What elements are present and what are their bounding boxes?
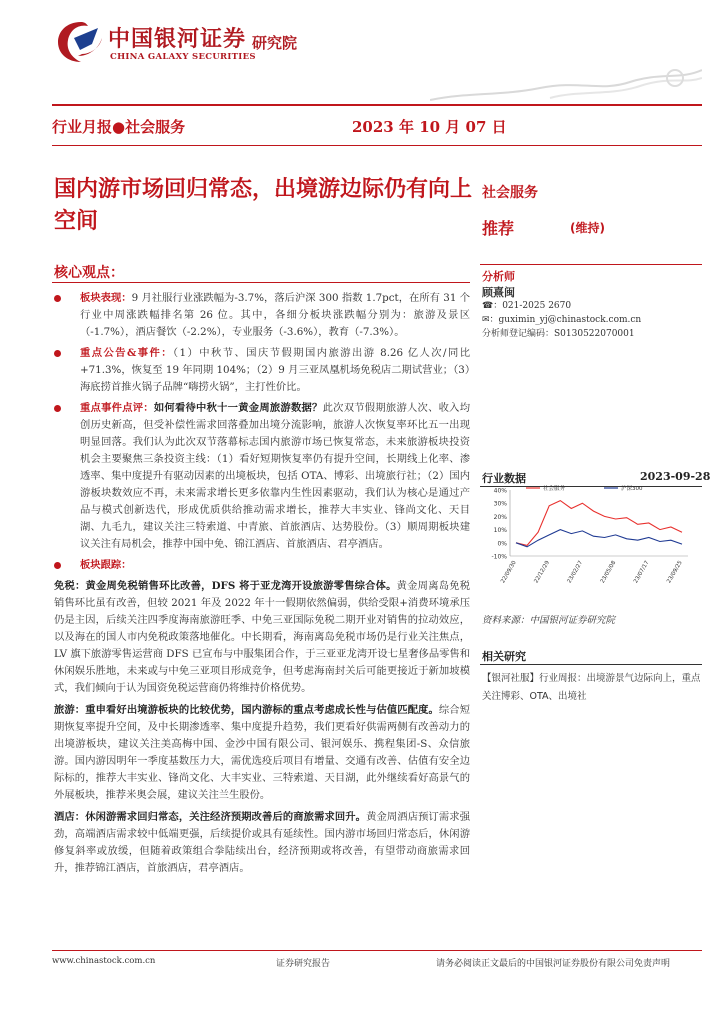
- analyst-cert: 分析师登记编码：S0130522070001: [482, 329, 635, 339]
- page-title: 国内游市场回归常态，出境游边际仍有向上空间: [54, 177, 473, 234]
- bullet-performance: [54, 290, 470, 341]
- x-tick-label: 22/09/30: [500, 560, 518, 585]
- bullet-label: 重点公告&事件：: [80, 347, 173, 359]
- core-heading: 核心观点：: [54, 265, 124, 281]
- sector-label: 社会服务: [482, 185, 538, 201]
- y-tick-label: 10%: [493, 527, 507, 535]
- y-tick-label: 30%: [493, 500, 507, 508]
- logo-english-name: CHINA GALAXY SECURITIES: [110, 52, 256, 62]
- analyst-rule: [480, 264, 702, 265]
- analyst-email[interactable]: ✉：guximin_yj@chinastock.com.cn: [482, 315, 642, 325]
- report-type: 行业月报●社会服务: [52, 118, 186, 136]
- y-tick-label: -10%: [491, 553, 507, 561]
- bullet-question: 如何看待中秋十一黄金周旅游数据？: [153, 402, 323, 414]
- header-rule: [52, 104, 702, 106]
- paragraph-text: 黄金周离岛免税销售环比虽有改善，但较 2021 年及 2022 年十一假期依然偏弱，供给受限+消费环境承压仍是主因，后续关注四季度海南旅游旺季、中免三亚国际免税二期开业对销售的拉动效应，以及海在的国人市内免税政策落地催化。中长期看，海南离岛免税市场仍是行业关注焦点，LV 旗下旅游零售运营商 DFS 已宣布与中服集团合作，于三亚亚龙湾开设七星奢侈品零售和休闲娱乐胜地，未来或与中免三亚项目形成竞争，但考虑海南封关后可能更接近于新加坡模式，我们倾向于认为国资免税运营商仍将维持价格优势。: [54, 580, 471, 694]
- x-tick-label: 22/12/29: [533, 560, 551, 585]
- paragraph-lead: 酒店：休闲游需求回归常态，关注经济预期改善后的商旅需求回升。: [54, 811, 367, 823]
- paragraph-hotel: [54, 809, 470, 877]
- paragraph-lead: 旅游：重申看好出境游板块的比较优势，国内游标的重点考虑成长性与估值匹配度。: [54, 704, 439, 716]
- core-body: [54, 290, 470, 882]
- rating-note: (维持): [570, 221, 605, 235]
- rating-label: 推荐: [482, 219, 515, 238]
- y-tick-label: 40%: [493, 487, 507, 495]
- header-rule-bottom: [52, 145, 702, 146]
- y-tick-label: 0%: [497, 540, 507, 548]
- x-tick-label: 23/07/17: [632, 560, 651, 585]
- legend-label: 社会服务: [543, 486, 566, 492]
- paragraph-text: 黄金周酒店预订需求强劲，高端酒店需求较中低端更强，后续提价或具有延续性。国内游市场回归常态后，休闲游修复斜率或放缓，但随着政策组合拳陆续出台，经济预期或将改善，有望带动商旅需求回升，推荐锦江酒店，首旅酒店，君亭酒店。: [54, 811, 470, 874]
- bullet-text: 9 月社服行业涨跌幅为-3.7%，落后沪深 300 指数 1.7pct，在所有 31 个行业中周涨跌幅排名第 26 位。其中，各细分板块涨跌幅分别为：旅游及景区（-1.7%），酒店餐饮（-2.2%），专业服务（-3.6%），教育（-7.3%）。: [80, 292, 470, 338]
- report-date: 2023 年 10 月 07 日: [352, 118, 507, 136]
- analyst-phone: ☎：021-2025 2670: [482, 301, 572, 311]
- bullet-label: 板块表现：: [80, 292, 132, 304]
- footer-rule: [52, 950, 702, 951]
- footer-disclaimer: 请务必阅读正文最后的中国银河证券股份有限公司免责声明: [436, 959, 671, 969]
- paragraph-text: 综合短期恢复率提升空间，及中长期渗透率、集中度提升趋势，我们更看好供需两侧有改善动力的出境游板块，建议关注美高梅中国、金沙中国有限公司、银河娱乐、携程集团-S、众信旅游。国内游因明年一季度基数压力大，需优选疫后项目有增量、交通有改善、估值有安全边际标的，推荐大丰实业、锋尚文化、大丰实业、三特索道、天目湖，此外继续看好高景气的外展板块，推荐米奥会展，建议关注兰生股份。: [54, 704, 471, 801]
- bullet-label: 重点事件点评：: [80, 402, 154, 414]
- legend-label: 沪深300: [621, 486, 643, 492]
- bullet-events: [54, 345, 470, 396]
- institute-label: 研究院: [252, 34, 298, 52]
- market-data-heading: 行业数据: [482, 472, 526, 485]
- paragraph-tourism: [54, 702, 470, 804]
- related-rule: [480, 664, 702, 665]
- logo-chinese-name: 中国银河证券: [108, 27, 247, 52]
- x-tick-label: 23/05/08: [599, 560, 618, 585]
- chart-source: 资料来源：中国银河证券研究院: [482, 615, 616, 626]
- bullet-tracking: [54, 557, 470, 574]
- x-tick-label: 23/09/25: [666, 560, 684, 585]
- footer-center: 证券研究报告: [276, 959, 331, 969]
- series-line: [516, 530, 682, 547]
- galaxy-logo-icon: [56, 20, 106, 64]
- y-tick-label: 20%: [493, 513, 507, 521]
- performance-chart: [482, 476, 704, 606]
- bullet-text: 此次双节假期旅游人次、收入均创历史新高，但受补偿性需求回落叠加出境分流影响，旅游人次恢复率环比五一出现明显回落。我们认为此次双节落幕标志国内旅游市场已恢复常态，未来旅游板块投资机会主要聚焦三条投资主线：（1）看好短期恢复率仍有提升空间，长期线上化率、渗透率、集中度提升有驱动因素的出境板块，包括 OTA、博彩、出境旅行社；（2）国内游板块数效应不再，未来需求增长更多依靠内生性因素驱动，我们认为核心是通过产品与模式创新迭代，形成优质供给推动需求增长，推荐大丰实业、锋尚文化、天目湖、九毛九，建议关注三特索道、中青旅、首旅酒店、达势股份。（3）顺周期板块建议关注有局机会，推荐中国中免、锦江酒店、首旅酒店、君亭酒店。: [80, 402, 471, 550]
- bullet-comment: [54, 400, 470, 553]
- bullet-text: （1）中秋节、国庆节假期国内旅游出游 8.26 亿人次/同比+71.3%，恢复至 19 年同期 104%；（2）9 月三亚凤凰机场免税店二期试营业；（3）海底捞首推火锅子品牌“嗨捞火锅”，主打性价比。: [80, 347, 471, 393]
- footer-url[interactable]: www.chinastock.com.cn: [52, 956, 156, 966]
- core-rule: [52, 282, 470, 283]
- analyst-heading: 分析师: [482, 270, 515, 283]
- cloud-decoration-icon: [430, 62, 702, 106]
- related-report-link[interactable]: 【银河社服】行业周报：出境游景气边际向上，重点关注博彩、OTA、出境社: [482, 673, 701, 702]
- paragraph-lead: 免税：黄金周免税销售环比改善，DFS 将于亚龙湾开设旅游零售综合体。: [54, 580, 397, 592]
- analyst-name: 顾熹闽: [482, 286, 515, 299]
- x-tick-label: 23/02/27: [566, 560, 585, 585]
- related-heading: 相关研究: [482, 650, 526, 663]
- market-data-date: 2023-09-28: [640, 470, 711, 483]
- bullet-label: 板块跟踪：: [80, 559, 132, 571]
- paragraph-duty-free: [54, 578, 470, 697]
